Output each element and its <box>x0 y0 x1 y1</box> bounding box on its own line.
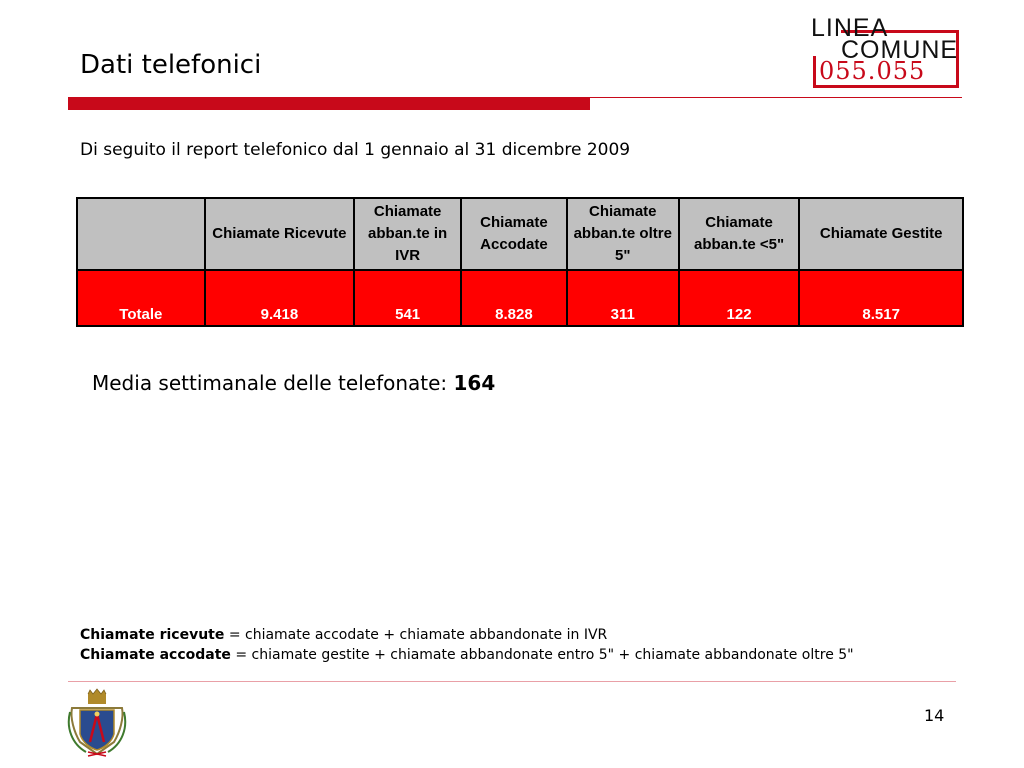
cell-abbandonate-entro-5: 122 <box>679 270 800 326</box>
cell-abbandonate-ivr: 541 <box>354 270 461 326</box>
page-number: 14 <box>924 706 945 725</box>
header-cell-accodate: Chiamate Accodate <box>461 198 567 270</box>
header-cell-abbandonate-entro-5: Chiamate abban.te <5" <box>679 198 800 270</box>
weekly-average-label: Media settimanale delle telefonate: <box>92 371 454 395</box>
definitions-notes <box>80 625 854 665</box>
logo-line2: COMUNE <box>841 36 959 64</box>
note-line <box>80 625 854 645</box>
cell-abbandonate-oltre-5: 311 <box>567 270 679 326</box>
slide-title: Dati telefonici <box>80 50 262 80</box>
note-definition: = chiamate accodate + chiamate abbandonate in IVR <box>224 627 608 643</box>
weekly-average-value: 164 <box>453 371 496 395</box>
table-header-row <box>77 198 963 270</box>
cell-ricevute: 9.418 <box>205 270 355 326</box>
call-report-table <box>76 197 964 327</box>
note-term: Chiamate accodate <box>80 647 231 663</box>
note-definition: = chiamate gestite + chiamate abbandonate entro 5" + chiamate abbandonate oltre 5" <box>230 647 854 663</box>
header-cell-abbandonate-ivr: Chiamate abban.te in IVR <box>354 198 461 270</box>
note-term: Chiamate ricevute <box>80 627 225 643</box>
weekly-average <box>92 371 495 395</box>
cell-gestite: 8.517 <box>799 270 963 326</box>
header-cell-empty <box>77 198 205 270</box>
header-cell-ricevute: Chiamate Ricevute <box>205 198 355 270</box>
linea-comune-logo <box>811 12 963 92</box>
cell-accodate: 8.828 <box>461 270 567 326</box>
table-row <box>77 270 963 326</box>
city-crest-icon <box>66 688 128 758</box>
report-subtitle: Di seguito il report telefonico dal 1 gennaio al 31 dicembre 2009 <box>80 140 631 160</box>
title-underline-bar <box>68 97 590 110</box>
row-label-totale: Totale <box>77 270 205 326</box>
title-underline-line <box>590 97 962 98</box>
logo-line1: LINEA <box>811 14 889 42</box>
header-cell-abbandonate-oltre-5: Chiamate abban.te oltre 5" <box>567 198 679 270</box>
logo-line3: 055.055 <box>819 57 926 85</box>
header-cell-gestite: Chiamate Gestite <box>799 198 963 270</box>
footer-divider <box>68 681 956 682</box>
note-line <box>80 645 854 665</box>
